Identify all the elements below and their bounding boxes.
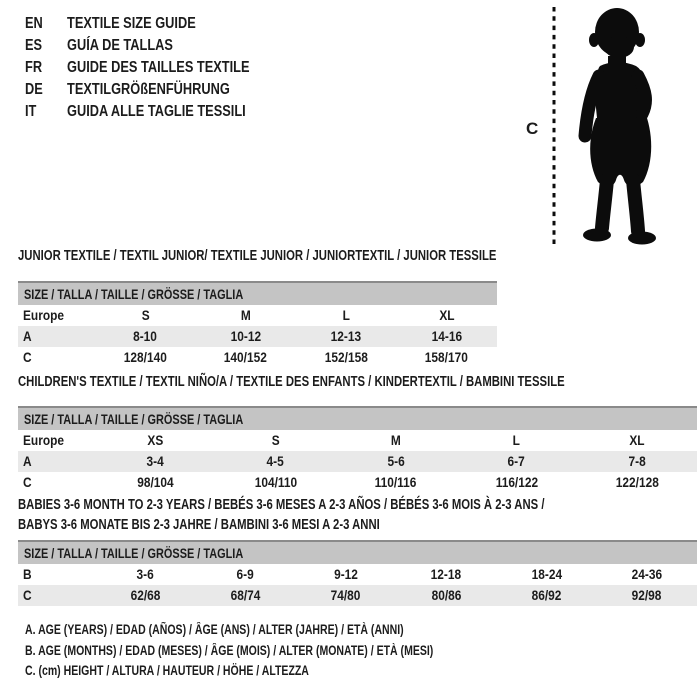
height-cell: 110/116 [375, 474, 417, 490]
language-title: GUÍA DE TALLAS [67, 37, 173, 54]
size-cell: S [141, 307, 150, 323]
size-cell: L [342, 307, 350, 323]
height-measure-dashed-line [552, 6, 556, 247]
row-label: Europe [23, 307, 64, 323]
table-row-height [18, 472, 697, 493]
row-label: A [23, 328, 32, 344]
table-row-age-months [18, 564, 697, 585]
height-cell: 92/98 [631, 587, 662, 603]
language-code: IT [25, 103, 37, 120]
age-cell: 12-18 [430, 566, 462, 582]
height-cell: 128/140 [123, 349, 167, 365]
age-cell: 6-7 [507, 453, 526, 469]
babies-size-table [18, 540, 697, 606]
language-row-de [25, 79, 295, 101]
age-cell: 8-10 [133, 328, 158, 344]
language-title: GUIDE DES TAILLES TEXTILE [67, 59, 250, 76]
age-cell: 10-12 [230, 328, 261, 344]
age-cell: 4-5 [267, 453, 285, 469]
row-label: C [23, 587, 32, 603]
age-cell: 7-8 [628, 453, 646, 469]
height-cell: 74/80 [330, 587, 361, 603]
height-cell: 98/104 [136, 474, 174, 490]
language-title: TEXTILE SIZE GUIDE [67, 15, 196, 32]
table-row-age [18, 326, 497, 347]
age-cell: 3-6 [136, 566, 154, 582]
table-row-europe [18, 430, 697, 451]
row-label: Europe [23, 432, 64, 448]
language-title: GUIDA ALLE TAGLIE TESSILI [67, 103, 246, 120]
height-cell: 152/158 [324, 349, 368, 365]
table-row-europe [18, 305, 497, 326]
table-row-height [18, 585, 697, 606]
table-row-height [18, 347, 497, 368]
row-label: B [23, 566, 32, 582]
language-code: ES [25, 37, 43, 54]
children-size-table [18, 406, 697, 493]
height-cell: 116/122 [495, 474, 538, 490]
age-cell: 5-6 [387, 453, 405, 469]
height-measure-label: C [526, 119, 539, 138]
row-label: C [23, 474, 32, 490]
size-header-bar: SIZE / TALLA / TAILLE / GRÖSSE / TAGLIA [18, 281, 497, 305]
language-title: TEXTILGRÖßENFÜHRUNG [67, 81, 230, 98]
footnotes [25, 620, 548, 682]
footnote-age-years: A. AGE (YEARS) / EDAD (AÑOS) / ÂGE (ANS) / ALTER (JAHRE) / ETÀ (ANNI) [25, 622, 404, 637]
size-header-bar: SIZE / TALLA / TAILLE / GRÖSSE / TAGLIA [18, 540, 697, 564]
height-cell: 86/92 [531, 587, 562, 603]
size-cell: XL [629, 432, 645, 448]
language-legend [25, 13, 295, 123]
babies-table-title: BABIES 3-6 MONTH TO 2-3 YEARS / BEBÉS 3-6 MESES A 2-3 AÑOS / BÉBÉS 3-6 MOIS À 2-3 ANS / BABYS 3-6 MONATE BIS 2-3 JAHRE / BAMBINI 3-6 MESI A 2-3 ANNI [18, 497, 545, 533]
language-row-it [25, 101, 295, 123]
height-cell: 122/128 [615, 474, 659, 490]
age-cell: 12-13 [331, 328, 362, 344]
size-cell: M [391, 432, 401, 448]
size-cell: L [512, 432, 521, 448]
age-cell: 9-12 [333, 566, 358, 582]
row-label: C [23, 349, 32, 365]
age-cell: 6-9 [236, 566, 255, 582]
language-row-es [25, 35, 295, 57]
height-cell: 80/86 [431, 587, 462, 603]
height-cell: 68/74 [230, 587, 261, 603]
height-cell: 158/170 [425, 349, 469, 365]
language-row-fr [25, 57, 295, 79]
junior-size-table [18, 281, 497, 368]
size-cell: S [271, 432, 280, 448]
height-cell: 140/152 [224, 349, 268, 365]
language-code: EN [25, 15, 43, 32]
age-cell: 14-16 [431, 328, 462, 344]
row-label: A [23, 453, 32, 469]
size-cell: M [240, 307, 251, 323]
table-row-age [18, 451, 697, 472]
footnote-height-cm: C. (cm) HEIGHT / ALTURA / HAUTEUR / HÖHE / ALTEZZA [25, 663, 309, 678]
age-cell: 3-4 [146, 453, 164, 469]
size-cell: XL [439, 307, 455, 323]
height-cell: 62/68 [130, 587, 161, 603]
toddler-silhouette-icon [570, 6, 670, 247]
footnote-age-months: B. AGE (MONTHS) / EDAD (MESES) / ÂGE (MOIS) / ALTER (MONATE) / ETÀ (MESI) [25, 642, 434, 658]
language-code: DE [25, 81, 43, 98]
age-cell: 18-24 [531, 566, 562, 582]
children-table-title: CHILDREN'S TEXTILE / TEXTIL NIÑO/A / TEXTILE DES ENFANTS / KINDERTEXTIL / BAMBINI TESSILE [18, 374, 565, 390]
size-cell: XS [147, 432, 164, 448]
language-code: FR [25, 59, 43, 76]
language-row-en [25, 13, 295, 35]
junior-table-title: JUNIOR TEXTILE / TEXTIL JUNIOR/ TEXTILE JUNIOR / JUNIORTEXTIL / JUNIOR TESSILE [18, 248, 497, 264]
size-header-bar: SIZE / TALLA / TAILLE / GRÖSSE / TAGLIA [18, 406, 697, 430]
height-cell: 104/110 [254, 474, 297, 490]
age-cell: 24-36 [631, 566, 663, 582]
